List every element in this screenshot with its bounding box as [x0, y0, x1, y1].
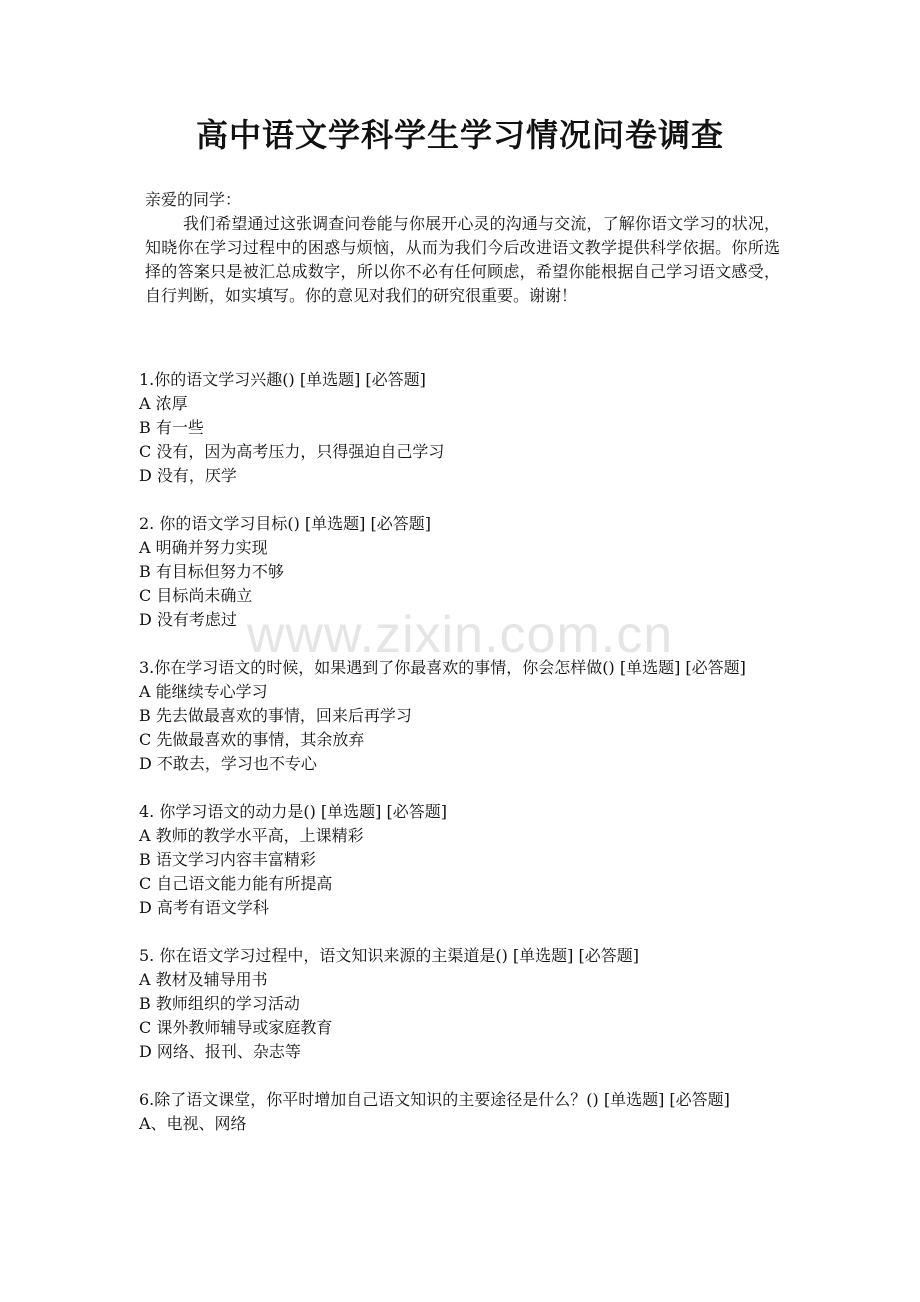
question-text: 1.你的语文学习兴趣() [单选题] [必答题] — [139, 370, 426, 389]
option-b[interactable]: B 先去做最喜欢的事情，回来后再学习 — [139, 706, 412, 725]
question-list — [139, 368, 781, 1160]
question-text: 4. 你学习语文的动力是() [单选题] [必答题] — [139, 802, 447, 821]
question-5 — [139, 944, 781, 1064]
page-title: 高中语文学科学生学习情况问卷调查 — [195, 116, 724, 154]
option-a[interactable]: A 浓厚 — [139, 394, 188, 413]
option-a[interactable]: A 教材及辅导用书 — [139, 970, 268, 989]
watermark: www.zixin.com.cn — [246, 606, 674, 664]
question-text: 5. 你在语文学习过程中，语文知识来源的主渠道是() [单选题] [必答题] — [139, 946, 639, 965]
option-d[interactable]: D 没有，厌学 — [139, 466, 237, 485]
option-a[interactable]: A 明确并努力实现 — [139, 538, 268, 557]
question-6 — [139, 1088, 781, 1136]
option-d[interactable]: D 网络、报刊、杂志等 — [139, 1042, 301, 1061]
option-a[interactable]: A、电视、网络 — [139, 1114, 247, 1133]
option-b[interactable]: B 语文学习内容丰富精彩 — [139, 850, 316, 869]
question-4 — [139, 800, 781, 920]
question-text: 2. 你的语文学习目标() [单选题] [必答题] — [139, 514, 431, 533]
intro-paragraph: 我们希望通过这张调查问卷能与你展开心灵的沟通与交流，了解你语文学习的状况，知晓你在学习过程中的困惑与烦恼，从而为我们今后改进语文教学提供科学依据。你所选择的答案只是被汇总成数字，所以你不必有任何顾虑，希望你能根据自己学习语文感受，自行判断，如实填写。你的意见对我们的研究很重要。谢谢！ — [145, 214, 780, 305]
option-d[interactable]: D 高考有语文学科 — [139, 898, 269, 917]
option-c[interactable]: C 课外教师辅导或家庭教育 — [139, 1018, 333, 1037]
option-c[interactable]: C 自己语文能力能有所提高 — [139, 874, 333, 893]
option-c[interactable]: C 先做最喜欢的事情，其余放弃 — [139, 730, 365, 749]
question-text: 6.除了语文课堂，你平时增加自己语文知识的主要途径是什么？() [单选题] [必答题] — [139, 1090, 730, 1109]
option-a[interactable]: A 能继续专心学习 — [139, 682, 268, 701]
question-3 — [139, 656, 781, 776]
option-d[interactable]: D 没有考虑过 — [139, 610, 237, 629]
option-b[interactable]: B 有目标但努力不够 — [139, 562, 284, 581]
option-a[interactable]: A 教师的教学水平高，上课精彩 — [139, 826, 364, 845]
option-d[interactable]: D 不敢去，学习也不专心 — [139, 754, 317, 773]
option-c[interactable]: C 目标尚未确立 — [139, 586, 253, 605]
intro-section — [145, 188, 780, 308]
question-1 — [139, 368, 781, 488]
question-2 — [139, 512, 781, 632]
option-b[interactable]: B 有一些 — [139, 418, 204, 437]
greeting-text: 亲爱的同学： — [145, 190, 242, 209]
option-b[interactable]: B 教师组织的学习活动 — [139, 994, 300, 1013]
option-c[interactable]: C 没有，因为高考压力，只得强迫自己学习 — [139, 442, 445, 461]
question-text: 3.你在学习语文的时候，如果遇到了你最喜欢的事情，你会怎样做() [单选题] [必答题] — [139, 658, 746, 677]
